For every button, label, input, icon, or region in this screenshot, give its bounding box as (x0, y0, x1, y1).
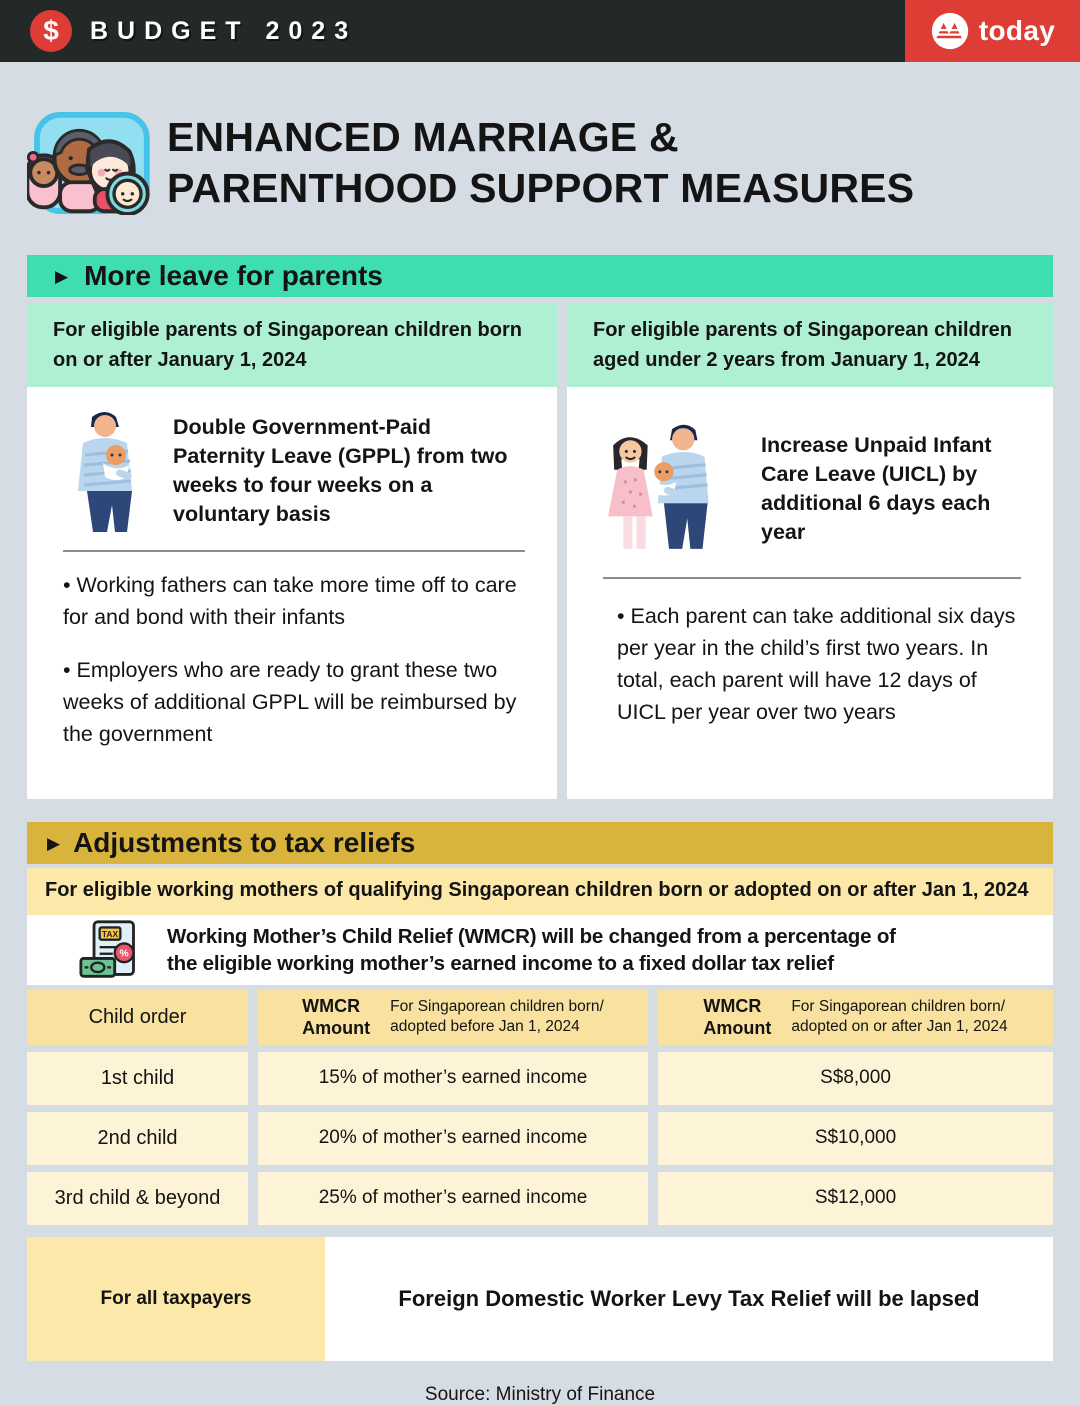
wmcr-before-note-line1: For Singaporean children born/ (390, 998, 604, 1016)
table-row-order: 3rd child & beyond (27, 1172, 248, 1225)
percent-icon: % (119, 948, 129, 960)
card-paternity (27, 387, 557, 799)
section-header-tax-reliefs (27, 822, 1053, 864)
tax-icon-label: TAX (101, 928, 119, 939)
table-row-order: 2nd child (27, 1112, 248, 1165)
today-logo-icon (930, 11, 970, 51)
table-row-before: 15% of mother’s earned income (258, 1052, 648, 1105)
tax-document-icon (79, 918, 141, 982)
wmcr-statement-band (27, 915, 1053, 985)
family-icon (27, 111, 151, 215)
page-title-line1: ENHANCED MARRIAGE & (167, 114, 679, 161)
leave-column-infant-care (567, 303, 1053, 799)
table-row-before: 25% of mother’s earned income (258, 1172, 648, 1225)
father-baby-illustration (63, 409, 155, 534)
table-row-before: 20% of mother’s earned income (258, 1112, 648, 1165)
topbar (0, 0, 1080, 62)
divider (63, 550, 525, 552)
table-row-after: S$12,000 (658, 1172, 1053, 1225)
card-infant-care-top (603, 409, 1021, 555)
arrow-right-icon: ▶ (55, 267, 69, 287)
table-header-child-order: Child order (27, 990, 248, 1045)
family-illustration (603, 423, 735, 555)
dollar-sign: $ (43, 15, 59, 46)
table-row-after: S$10,000 (658, 1112, 1053, 1165)
eligibility-paternity: For eligible parents of Singaporean children born on or after January 1, 2024 (27, 303, 557, 387)
all-taxpayers-row (27, 1237, 1053, 1361)
page-title-line2: PARENTHOOD SUPPORT MEASURES (167, 165, 915, 212)
eligibility-working-mothers: For eligible working mothers of qualifying Singaporean children born or adopted on or after Jan 1, 2024 (27, 868, 1053, 915)
wmcr-table (27, 990, 1053, 1225)
leave-columns (27, 303, 1053, 799)
wmcr-before-note (390, 997, 604, 1037)
wmcr-statement (167, 923, 896, 977)
title-row (27, 85, 1053, 242)
wmcr-statement-line1: Working Mother’s Child Relief (WMCR) will be changed from a percentage of (167, 924, 896, 948)
all-taxpayers-label: For all taxpayers (27, 1237, 325, 1361)
section-header-more-leave (27, 255, 1053, 297)
table-row-after: S$8,000 (658, 1052, 1053, 1105)
section-title-more-leave: More leave for parents (84, 259, 383, 291)
paternity-bullet-2: • Employers who are ready to grant these two weeks of additional GPPL will be reimbursed by the government (63, 658, 517, 747)
leave-column-paternity (27, 303, 557, 799)
budget-branding (0, 10, 357, 52)
section-title-tax-reliefs: Adjustments to tax reliefs (73, 826, 416, 858)
budget-title: BUDGET 2023 (90, 16, 358, 45)
paternity-bullet-1: • Working fathers can take more time off to care for and bond with their infants (63, 572, 517, 629)
infographic-body (0, 85, 1080, 1406)
today-logo (905, 0, 1080, 62)
wmcr-after-note-line1: For Singaporean children born/ (791, 998, 1006, 1016)
wmcr-amount-label: WMCR Amount (703, 996, 772, 1039)
table-header-wmcr-after (658, 990, 1053, 1045)
page-title (167, 112, 914, 214)
baby-right (107, 174, 147, 214)
wmcr-after-note-line2: adopted on or after Jan 1, 2024 (791, 1018, 1008, 1036)
card-infant-care (567, 387, 1053, 799)
card-paternity-heading: Double Government-Paid Paternity Leave (GPPL) from two weeks to four weeks on a voluntary basis (173, 414, 508, 526)
wmcr-amount-label: WMCR Amount (302, 996, 371, 1039)
wmcr-statement-line2: the eligible working mother’s earned income to a fixed dollar tax relief (167, 951, 834, 975)
eligibility-infant-care: For eligible parents of Singaporean children aged under 2 years from January 1, 2024 (567, 303, 1053, 387)
wmcr-after-note (791, 997, 1007, 1037)
dollar-badge-icon (30, 10, 72, 52)
source-attribution: Source: Ministry of Finance (424, 1383, 656, 1405)
arrow-right-icon: ▶ (47, 834, 61, 854)
card-infant-care-heading: Increase Unpaid Infant Care Leave (UICL) by additional 6 days each year (761, 432, 992, 544)
wmcr-before-note-line2: adopted before Jan 1, 2024 (390, 1018, 580, 1036)
card-paternity-top (63, 409, 525, 534)
table-header-wmcr-before (258, 990, 648, 1045)
today-logo-text: today (978, 15, 1056, 46)
table-row-order: 1st child (27, 1052, 248, 1105)
fdw-levy-statement: Foreign Domestic Worker Levy Tax Relief will be lapsed (325, 1237, 1053, 1361)
infant-care-bullet-1: • Each parent can take additional six days per year in the child’s first two years. In total, each parent will have 12 days of UICL per year over two years (617, 603, 1016, 724)
divider (603, 577, 1021, 579)
